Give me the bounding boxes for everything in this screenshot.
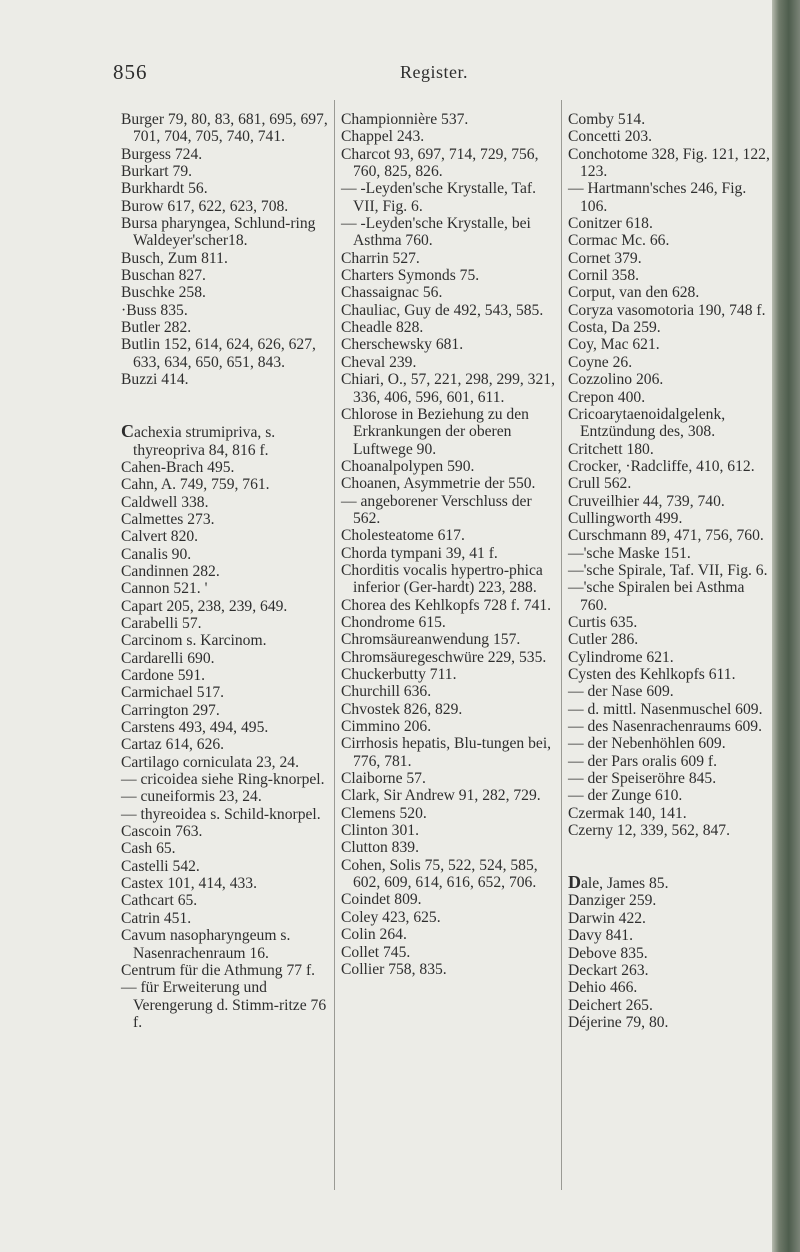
index-column-2 [341,111,555,978]
index-entry: Cruveilhier 44, 739, 740. [568,492,725,510]
index-entry: Buschan 827. [121,267,206,285]
index-entry: Busch, Zum 811. [121,249,228,267]
index-entry: Catrin 451. [121,909,192,927]
index-entry: Concetti 203. [568,128,653,146]
index-entry: — der Zunge 610. [568,787,683,805]
page-number: 856 [113,60,148,84]
index-entry: Cannon 521. ' [121,580,208,598]
index-entry: Cullingworth 499. [568,509,683,527]
index-entry: Castex 101, 414, 433. [121,875,258,893]
index-entry: Cardone 591. [121,667,206,684]
index-entry: Clark, Sir Andrew 91, 282, 729. [341,787,541,805]
index-entry: — -Leyden'sche Krystalle, bei Asthma 760. [341,215,531,250]
index-entry: Dale, James 85. [568,872,669,893]
index-entry: Clemens 520. [341,804,427,822]
index-entry: Cricoarytaenoidalgelenk, Entzündung des, 308. [568,405,726,441]
index-entry: Charters Symonds 75. [341,267,480,285]
index-entry: Crepon 400. [568,388,646,406]
index-entry: Deichert 265. [568,996,653,1014]
index-entry: Crocker, ·Radcliffe, 410, 612. [568,457,755,475]
index-entry: Chauliac, Guy de 492, 543, 585. [341,301,544,319]
index-entry: Cherschewsky 681. [341,336,464,354]
index-entry: Chvostek 826, 829. [341,700,463,718]
index-entry: Capart 205, 238, 239, 649. [121,597,288,615]
index-entry: Chorditis vocalis hypertro-phica inferior (Ger-hardt) 223, 288. [341,561,543,597]
index-entry: — der Nase 609. [568,683,674,701]
index-entry: — angeborener Verschluss der 562. [341,492,532,527]
index-entry: — d. mittl. Nasenmuschel 609. [568,700,763,718]
index-entry: Carrington 297. [121,701,220,719]
page-header [0,60,772,90]
index-entry: Dehio 466. [568,979,638,997]
index-entry: Cimmino 206. [341,718,432,736]
index-entry: Cash 65. [121,840,176,858]
index-entry: Burow 617, 622, 623, 708. [121,197,289,215]
index-entry: Coley 423, 625. [341,908,441,926]
index-entry: Championnière 537. [341,111,469,128]
index-column-1 [121,111,331,1031]
index-entry: Coindet 809. [341,891,422,909]
index-entry: — Hartmann'sches 246, Fig. 106. [568,180,747,215]
index-entry: Czermak 140, 141. [568,804,687,822]
section-initial: D [568,872,581,893]
index-entry: Chiari, O., 57, 221, 298, 299, 321, 336, 406, 596, 601, 611. [341,371,555,406]
index-entry: Castelli 542. [121,857,200,875]
index-entry: Burger 79, 80, 83, 681, 695, 697, 701, 704, 705, 740, 741. [121,111,328,146]
index-entry: Choanalpolypen 590. [341,457,475,475]
index-entry: Cozzolino 206. [568,371,664,389]
index-entry: — für Erweiterung und Verengerung d. Stimm-ritze 76 f. [121,979,327,1031]
index-entry: Cheval 239. [341,353,417,371]
index-entry: — des Nasenrachenraums 609. [568,718,762,736]
index-entry: Cavum nasopharyngeum s. Nasenrachenraum 16. [121,927,291,962]
index-entry: Corput, van den 628. [568,284,700,302]
index-entry: Chromsäureanwendung 157. [341,631,521,649]
page-edge-shadow [772,0,800,1252]
index-entry: Cachexia strumipriva, s. thyreopriva 84, 816 f. [121,421,276,459]
index-entry: Caldwell 338. [121,493,209,511]
index-entry: Cahen-Brach 495. [121,458,235,476]
index-entry: Burkhardt 56. [121,180,208,198]
index-entry: Czerny 12, 339, 562, 847. [568,822,730,840]
index-entry: —'sche Spiralen bei Asthma 760. [568,579,745,614]
index-entry: Centrum für die Athmung 77 f. [121,961,316,979]
index-entry: Darwin 422. [568,909,646,927]
index-column-3 [568,111,770,1031]
index-entry: Curschmann 89, 471, 756, 760. [568,527,764,545]
index-entry: Carcinom s. Karcinom. [121,632,267,650]
index-entry: Cirrhosis hepatis, Blu-tungen bei, 776, 781. [341,735,552,770]
index-entry: — cuneiformis 23, 24. [121,788,262,806]
index-entry: Cholesteatome 617. [341,527,465,545]
index-entry: Collier 758, 835. [341,960,447,978]
index-entry: ·Buss 835. [121,301,188,319]
index-entry: Cartilago corniculata 23, 24. [121,753,299,771]
index-entry: Butlin 152, 614, 624, 626, 627, 633, 634, 650, 651, 843. [121,336,316,371]
index-entry: — der Speiseröhre 845. [568,770,717,788]
index-entry: Choanen, Asymmetrie der 550. [341,475,536,493]
index-entry: Buschke 258. [121,284,206,302]
index-entry: Buzzi 414. [121,371,189,389]
index-entry: Cysten des Kehlkopfs 611. [568,666,736,683]
index-entry: Cathcart 65. [121,892,198,910]
index-entry: Crull 562. [568,475,632,493]
index-entry: Charcot 93, 697, 714, 729, 756, 760, 825, 826. [341,145,539,181]
column-divider [561,100,562,1190]
index-entry: Danziger 259. [568,892,657,910]
index-entry: Coy, Mac 621. [568,336,660,354]
index-entry: Comby 514. [568,111,646,128]
index-entry: Chorda tympani 39, 41 f. [341,544,498,562]
index-entry: Clinton 301. [341,822,419,840]
index-entry: — cricoidea siehe Ring-knorpel. [121,771,325,789]
index-entry: Chassaignac 56. [341,284,443,302]
index-entry: Cornet 379. [568,249,642,267]
index-entry: Conchotome 328, Fig. 121, 122, 123. [568,145,770,181]
index-entry: Carstens 493, 494, 495. [121,719,269,737]
index-entry: Chuckerbutty 711. [341,666,457,683]
index-entry: Canalis 90. [121,545,192,563]
index-entry: Cohen, Solis 75, 522, 524, 585, 602, 609, 614, 616, 652, 706. [341,856,538,892]
index-entry: —'sche Spirale, Taf. VII, Fig. 6. [568,561,768,579]
index-entry: Churchill 636. [341,683,432,701]
index-entry: Carmichael 517. [121,684,225,702]
index-entry: Bursa pharyngea, Schlund-ring Waldeyer'scher18. [121,215,316,250]
index-entry: Cheadle 828. [341,319,424,337]
index-entry: Cascoin 763. [121,823,203,841]
index-entry: Chorea des Kehlkopfs 728 f. 741. [341,596,552,614]
index-entry: Chondrome 615. [341,613,446,631]
index-entry: Cahn, A. 749, 759, 761. [121,476,270,494]
index-entry: Candinnen 282. [121,562,220,580]
index-entry: Curtis 635. [568,613,638,631]
index-entry: Deckart 263. [568,961,649,979]
index-entry: Burkart 79. [121,163,193,181]
index-entry: Cylindrome 621. [568,648,674,666]
index-entry: Chromsäuregeschwüre 229, 535. [341,648,547,666]
index-entry: Cardarelli 690. [121,649,215,667]
index-entry: Calvert 820. [121,528,199,546]
index-entry: Debove 835. [568,944,648,962]
index-entry: Charrin 527. [341,249,420,267]
index-entry: Collet 745. [341,943,411,961]
index-entry: — -Leyden'sche Krystalle, Taf. VII, Fig. 6. [341,180,536,215]
index-entry: Déjerine 79, 80. [568,1013,669,1031]
index-entry: Cornil 358. [568,267,640,285]
index-entry: — der Pars oralis 609 f. [568,752,717,770]
index-entry: Chappel 243. [341,128,425,146]
section-initial: C [121,421,134,442]
index-entry: Cutler 286. [568,631,639,649]
index-entry: Davy 841. [568,927,633,945]
index-entry: — der Nebenhöhlen 609. [568,735,726,753]
index-entry: Butler 282. [121,319,192,337]
index-entry: Colin 264. [341,926,407,944]
index-entry: Calmettes 273. [121,510,215,528]
index-entry: Clutton 839. [341,839,419,857]
index-entry: Cartaz 614, 626. [121,736,225,754]
index-entry: Claiborne 57. [341,770,426,788]
index-entry: Carabelli 57. [121,614,202,632]
index-entry: Conitzer 618. [568,215,653,233]
index-entry: —'sche Maske 151. [568,544,691,562]
column-divider [334,100,335,1190]
index-entry: Coryza vasomotoria 190, 748 f. [568,301,766,319]
running-head: Register. [400,62,468,82]
index-entry: — thyreoidea s. Schild-knorpel. [121,805,321,823]
index-entry: Critchett 180. [568,440,654,458]
index-entry: Costa, Da 259. [568,319,661,337]
index-entry: Burgess 724. [121,145,203,163]
index-entry: Chlorose in Beziehung zu den Erkrankungen der oberen Luftwege 90. [341,405,529,458]
index-entry: Coyne 26. [568,353,633,371]
index-entry: Cormac Mc. 66. [568,232,670,250]
